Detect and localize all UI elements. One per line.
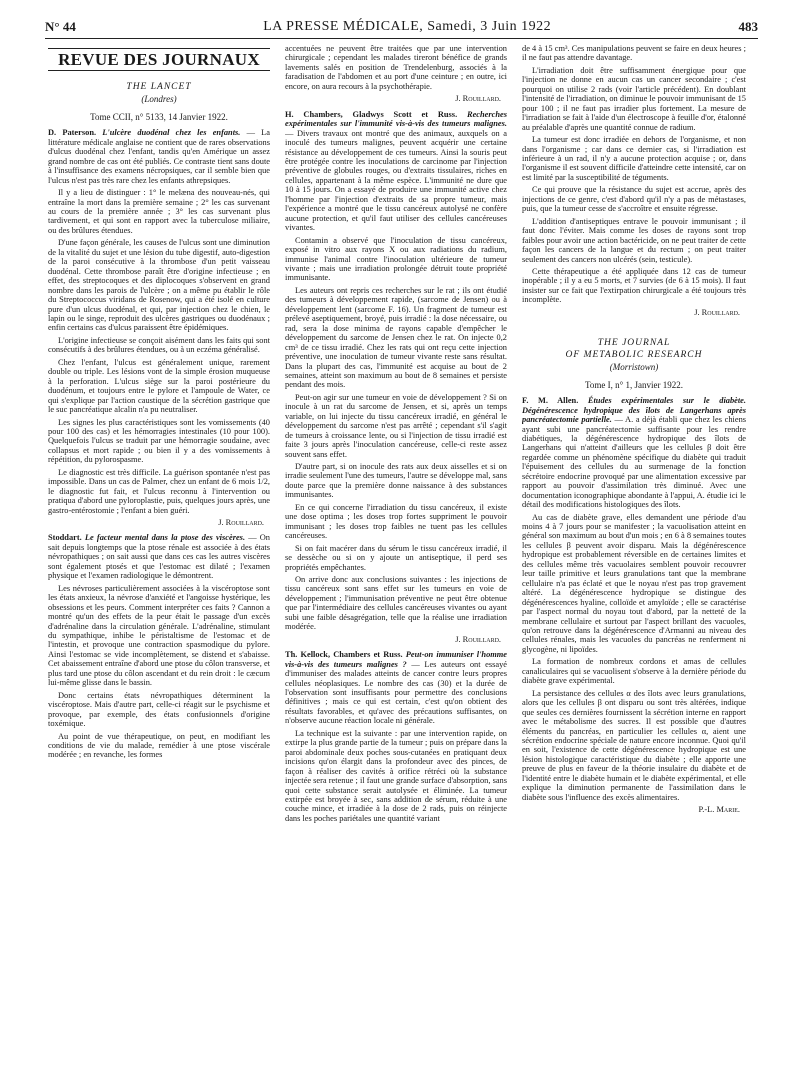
article-author: Stoddart. (48, 533, 82, 543)
article-paragraph: Les auteurs ont repris ces recherches sur le rat ; ils ont étudié des tumeurs à développement rapide, (sarcome de Jensen) ou à développement lent (sarcome F. 16). Un fragment de tumeur est prélevé aseptiquement, broyé, puis irradié : la dose nécessaire, ou rad, sera la dose minima de rayons capable d'empêcher le développement du sarcome de Jensen chez le rat. On injecte 0,2 cm³ de ce tissu irradié. Chez les rats qui ont reçu cette injection préventive, une inoculation de tumeur vivante reste sans résultat. Dans la plupart des cas, l'immunité est acquise au bout de 2 semaines, atteint son maximum au bout de 8 semaines et persiste pendant des mois. (285, 285, 507, 390)
article-title: Le facteur mental dans la ptose des viscères. (84, 533, 246, 543)
paragraph-text: — La littérature médicale anglaise ne contient que de rares observations d'ulcus duodénal chez l'enfant, tandis qu'en Amérique un assez grand nombre de cas ont été publiés. Ce contraste tient sans doute à l'insuffisance des examens nécropsiques, car il semble bien que l'ulcus n'est pas très rare chez les enfants athrepsiques. (48, 128, 270, 185)
article-paragraph: Le diagnostic est très difficile. La guérison spontanée n'est pas impossible. Dans un cas de Palmer, chez un enfant de 6 mois 1/2, le diagnostic fut fait, et l'ulcus reconnu à l'intervention ou pratiqua d'abord une pyloroplastie, puis, quelques jours après, une gastro-entérostomie ; l'enfant a bien guéri. (48, 467, 270, 515)
article-paragraph: Au point de vue thérapeutique, on peut, en modifiant les conditions de vie du malade, remédier à une ptose viscérale modérée ; en revanche, les formes (48, 731, 270, 760)
article-paragraph (48, 128, 270, 185)
article-signature: J. Rouillard. (455, 634, 501, 644)
article-paragraph: de 4 à 15 cm³. Ces manipulations peuvent se faire en deux heures ; il ne faut pas attendre davantage. (522, 44, 746, 63)
article-paragraph: D'une façon générale, les causes de l'ulcus sont une diminution de la vitalité du sujet et une lésion du tube digestif, auto-digestion de la paroi consécutive à la thrombose d'un petit vaisseau duodénal. Cette thrombose paraît être d'origine infectieuse ; en effet, des streptocoques et des diplocoques s'observent en grand nombre dans les parois de l'ulcère ; on a même pu établir le rôle du Streptococcus viridans de Rosenow, qui a été isolé en culture pure d'un ulcus duodénal, et qui, par injection chez le chien, le lapin ou le singe, reproduit des ulcères gastriques ou duodénaux ; enfin certains cas d'ulcus paraissent être épidémiques. (48, 238, 270, 333)
article-paragraph: Il y a lieu de distinguer : 1° le melæna des nouveau-nés, qui entraîne la mort dans la première semaine ; 2° les cas survenant au cours de la première année ; 3° les cas survenant plus tardivement, et qui sont en rapport avec la tuberculose miliaire, ou des brûlures étendues. (48, 188, 270, 235)
article-title: Recherches expérimentales sur l'immunité vis-à-vis des tumeurs malignes. (285, 109, 507, 129)
article-author: D. Paterson. (48, 128, 97, 138)
page-number: 483 (738, 19, 758, 34)
journal-city: (Morristown) (609, 362, 659, 373)
article-paragraph: accentuées ne peuvent être traitées que par une intervention chirurgicale ; cependant les malades tireront bénéfice de grands lavements salés en position de Trendelenburg, associés à la faradisation de l'abdomen et au port d'une ceinture ; en outre, ici encore, on aura recours à la psychothérapie. (285, 44, 507, 91)
article-paragraph: L'addition d'antiseptiques entrave le pouvoir immunisant ; il faut donc l'éviter. Mais comme les doses de rayons sont trop faibles pour avoir une action bactéricide, on ne peut traiter de cette façon les cancers de la langue et du rectum ; on peut traiter seulement des cancers non ulcérés (sein, testicule). (522, 216, 746, 264)
article-paragraph: La tumeur est donc irradiée en dehors de l'organisme, et non dans l'organisme ; car dans ce dernier cas, si l'irradiation est inférieure à un rad, il n'y a aucune protection acquise ; or, dans l'organisme il est souvent difficile d'atteindre cette intensité, car on est limité par la susceptibilité de téguments. (522, 135, 746, 182)
article-paragraph: Chez l'enfant, l'ulcus est généralement unique, rarement double ou triple. Les lésions vont de la simple érosion muqueuse à la perforation. L'ulcus siège sur la paroi postérieure du duodénum, et toujours entre le pylore et l'ampoule de Water, ce qui s'explique par l'action caustique de la sécrétion gastrique que le suc pancréatique alcalin n'a pu neutraliser. (48, 357, 270, 415)
article-paragraph: La technique est la suivante : par une intervention rapide, on extirpe la plus grande partie de la tumeur ; puis on prépare dans la paroi abdominale deux poches sous-cutanées en pratiquant deux incisions qu'on élargit dans la profondeur avec des pinces, de façon à réaliser des cavités à orifice rétréci où la substance injectée sera retenue ; il faut une grande surface d'absorption, sans quoi cette substance serait autolysée et éliminée. La tumeur extirpée est broyée à sec, sans addition de sérum, réduite à une couche mince, et irradiée à la dose de 2 rads, puis on réinjecte dans les poches pariétales une quantité variant (285, 728, 507, 823)
article-signature: P.-L. Marie. (698, 805, 740, 815)
article-paragraph (522, 396, 746, 509)
issue-number: N° 44 (45, 19, 76, 34)
article-author: Th. Kellock, Chambers et Russ. (285, 650, 403, 660)
article-title: Peut-on immuniser l'homme vis-à-vis des tumeurs malignes ? (285, 650, 507, 669)
journal-name: THE JOURNAL (597, 338, 671, 349)
column-2 (285, 44, 507, 1074)
article-paragraph: Au cas de diabète grave, elles demandent une période d'au moins 4 à 7 jours pour se manifester ; la vacuolisation atteint en général son maximum au bout d'un mois ; en 6 à 8 semaines toutes les cellules β peuvent avoir disparu. Mais la dégénérescence hydropique est probablement réversible en de certaines limites et des cellules même très vacuolaires semblent pouvoir recouvrer leur taille primitive et leurs granulations tant que la membrane cellulaire n'a pas éclaté et que le noyau n'est pas trop gravement altéré. La dégénérescence hydropique se distingue des dégénérescences hyaline, colloïde et amyloïde ; elle se caractérise par l'aspect normal du noyau tout d'abord, par la netteté de la membrane cellulaire et surtout par l'aspect brillant des vacuoles, qu'on retrouve dans la dégénérescence d'Armanni au niveau des cellules rénales, mais les vacuoles du pancréas ne renferment ni glycogène, ni lipoïdes. (522, 512, 746, 654)
journal-city: (Londres) (141, 94, 177, 105)
article-paragraph: L'irradiation doit être suffisamment énergique pour que l'injection ne donne en aucun cas un cancer secondaire ; c'est pourquoi on utilise 2 rads (voir l'article précédent). En doublant l'intensité de l'irradiation, on diminue le pouvoir immunisant de 15 pour 100 ; il ne faut pas irradier plus fortement. La mesure de l'irradiation se fait à l'aide d'un électroscope à feuille d'or, étalonné au préalable d'après une quantité connue de radium. (522, 65, 746, 132)
article-paragraph: En ce qui concerne l'irradiation du tissu cancéreux, il existe une dose optima ; les doses trop fortes suppriment le pouvoir immunisant ; les doses trop faibles ne tuent pas les cellules cancéreuses. (285, 502, 507, 541)
article-paragraph (285, 110, 507, 233)
article-signature: J. Rouillard. (218, 518, 264, 528)
article-paragraph: Les signes les plus caractéristiques sont les vomissements (40 pour 100 des cas) et les hémorragies intestinales (10 pour 100). Quelquefois l'ulcus se traduit par une hémorragie soudaine, avec collapsus et mort rapide ; ou bien il y a des vomissements à répétition, du pylorospasme. (48, 417, 270, 465)
article-paragraph: Si on fait macérer dans du sérum le tissu cancéreux irradié, il se dessèche ou si on y ajoute un antiseptique, il perd ses propriétés empêchantes. (285, 543, 507, 572)
article-paragraph: D'autre part, si on inocule des rats aux deux aisselles et si on irradie seulement l'une des tumeurs, l'autre se développe mal, sans doute parce que la première donne naissance à des substances immunisantes. (285, 462, 507, 500)
journal-line: LA PRESSE MÉDICALE, Samedi, 3 Juin 1922 (263, 19, 552, 34)
article-paragraph: Donc certains états névropathiques déterminent la viscéroptose. Mais d'autre part, celle-ci réagit sur le psychisme et provoque, par exemple, des états confusionnels d'origine toxémique. (48, 690, 270, 729)
article-signature: J. Rouillard. (455, 94, 501, 104)
paragraph-text: — A. a déjà établi que chez les chiens ayant subi une pancréatectomie suffisante pour les rendre diabétiques, la dégénérescence hydropique des îlots de Langerhans qui n'atteint d'ailleurs que les cellules β doit être regardée comme un phénomène spécifique du diabète qui traduit l'épuisement des cellules du au surmenage de la fonction sécrétoire endocrine provoqué par une alimentation excessive par rapport au pouvoir d'assimilation très diminué. Avec une documentation iconographique abondante à l'appui, A. étudie ici le détail des modifications histologiques des îlots. (522, 415, 746, 510)
article-paragraph: L'origine infectieuse se conçoit aisément dans les faits qui sont consécutifs à des brûlures étendues, ou à un eczéma généralisé. (48, 335, 270, 355)
article-title: Études expérimentales sur le diabète. Dégénérescence hydropique des îlots de Langerhans après pancréatectomie partielle. (522, 396, 746, 425)
journal-issue: Tome I, n° 1, Janvier 1922. (585, 379, 683, 390)
article-paragraph: La formation de nombreux cordons et amas de cellules canaliculaires qui se vacuolisent s'observe à la dernière période du diabète grave expérimental. (522, 657, 746, 686)
article-paragraph: Les névroses particulièrement associées à la viscéroptose sont les états anxieux, la névrose d'anxiété et l'angoisse hystérique, les obsessions et les peurs. Comment interpréter ces faits ? Cannon a montré qu'un des effets de la peur était le passage d'un excès d'adrénaline dans la circulation générale. L'adrénaline, stimulant du sympathique, inhibe le péristaltisme de l'estomac et de l'intestin, et provoque une contraction spasmodique du pylore. Ainsi l'estomac se vide incomplètement, se distend et s'abaisse. Cet abaissement entraîne d'abord une ptose du côlon transverse, et plus tard une ptose du côlon ascendant et du rein droit : le cæcum lui-même glisse dans le bassin. (48, 583, 270, 688)
article-signature: J. Rouillard. (694, 307, 740, 317)
article-paragraph (285, 650, 507, 726)
journal-name: THE LANCET (126, 82, 192, 93)
paragraph-text: — On sait depuis longtemps que la ptose rénale est associée à des états névropathiques ; on sait aussi que dans ces cas les autres viscères sont également ptosés et que l'estomac est dilaté ; l'examen physique et l'examen radiologique le démontrent. (48, 533, 270, 581)
journal-issue: Tome CCII, n° 5133, 14 Janvier 1922. (90, 111, 228, 122)
paragraph-text: — Les auteurs ont essayé d'immuniser des malades atteints de cancer contre leurs propres cellules néoplasiques. Le nombre des cas (30) et la durée de l'observation sont insuffisants pour permettre des conclusions définitives ; mais ce qui est certain, c'est qu'on obtient des résultats favorables, et qu'avec des précautions suffisantes, on n'observe aucune réaction locale ni générale. (285, 659, 507, 726)
column-3 (522, 44, 746, 1074)
page-header (45, 16, 758, 39)
section-banner: REVUE DES JOURNAUX (48, 48, 270, 71)
article-paragraph: Cette thérapeutique a été appliquée dans 12 cas de tumeur inopérable ; il y a eu 5 morts, et 7 survies (de 6 à 15 mois). Il faut insister sur ce fait que l'extirpation chirurgicale a été toujours très incomplète. (522, 266, 746, 305)
column-1 (48, 44, 270, 1074)
article-author: H. Chambers, Gladwys Scott et Russ. (285, 109, 458, 119)
article-paragraph: La persistance des cellules α des îlots avec leurs granulations, alors que les cellules β ont disparu ou sont très altérées, indique que seules ces dernières fournissent la sécrétion interne en rapport avec le métabolisme des sucres. Il est possible que d'autres éléments du pancréas, en particulier les cellules α, aient une sécrétion endocrine spéciale de nature encore inconnue. Quoi qu'il en soit, l'existence de cette dégénérescence hydropique est une lésion histologique caractéristique du diabète ; elle apporte une preuve de plus en faveur de la théorie insulaire du diabète et de l'identité entre le diabète humain et le diabète expérimental, et elle explique la diminution permanente de l'assimilation dans le diabète sous l'influence des excès alimentaires. (522, 688, 746, 802)
article-paragraph: Contamin a observé que l'inoculation de tissu cancéreux, exposé in vitro aux rayons X ou aux radiations du radium, immunise l'animal contre l'inoculation ultérieure de tumeur vivante ; mais une irradiation prolongée détruit toute propriété immunisante. (285, 235, 507, 283)
article-paragraph: Ce qui prouve que la résistance du sujet est accrue, après des injections de ce genre, c'est d'abord qu'il n'y a pas de métastases, puis, que la tumeur cesse de s'accroître et ensuite régresse. (522, 185, 746, 214)
paragraph-text: — Divers travaux ont montré que des animaux, auxquels on a inoculé des tumeurs malignes, peuvent acquérir une certaine résistance au développement de ces tumeurs. Ainsi la souris peut être protégée contre les inoculations de carcinome par l'injection préventive de globules rouges, ou d'extraits tissulaires, riches en cellules, appartenant à la même espèce. L'immunité ne dure que 10 à 15 jours. On a essayé de produire une immunité active chez l'homme par l'injection d'extraits de sa propre tumeur, mais l'expérience a montré que le tissu cancéreux autolysé ne confère aucune protection, et qu'il faut utiliser des cellules cancéreuses vivantes. (285, 128, 507, 233)
article-paragraph: Peut-on agir sur une tumeur en voie de développement ? Si on inocule à un rat du sarcome de Jensen, et si, après un temps variable, on lui injecte du tissu cancéreux irradié, en général le développement du sarcome n'est pas arrêté ; cependant s'il s'agit de tumeurs à croissance lente, ou si l'injection de tissu irradié est faite 3 jours après l'inoculation cancéreuse, celle-ci reste assez souvent sans effet. (285, 392, 507, 459)
article-author: F. M. Allen. (522, 396, 579, 406)
article-paragraph: On arrive donc aux conclusions suivantes : les injections de tissu cancéreux sont sans effet sur les tumeurs en voie de développement ; l'immunisation préventive ne peut être obtenue que par l'intermédiaire des cellules cancéreuses vivantes ou ayant subi une faible désagrégation, telle que la réalise une irradiation modérée. (285, 575, 507, 632)
journal-name: OF METABOLIC RESEARCH (565, 350, 703, 361)
article-title: L'ulcère duodénal chez les enfants. (102, 128, 241, 138)
article-paragraph (48, 533, 270, 580)
